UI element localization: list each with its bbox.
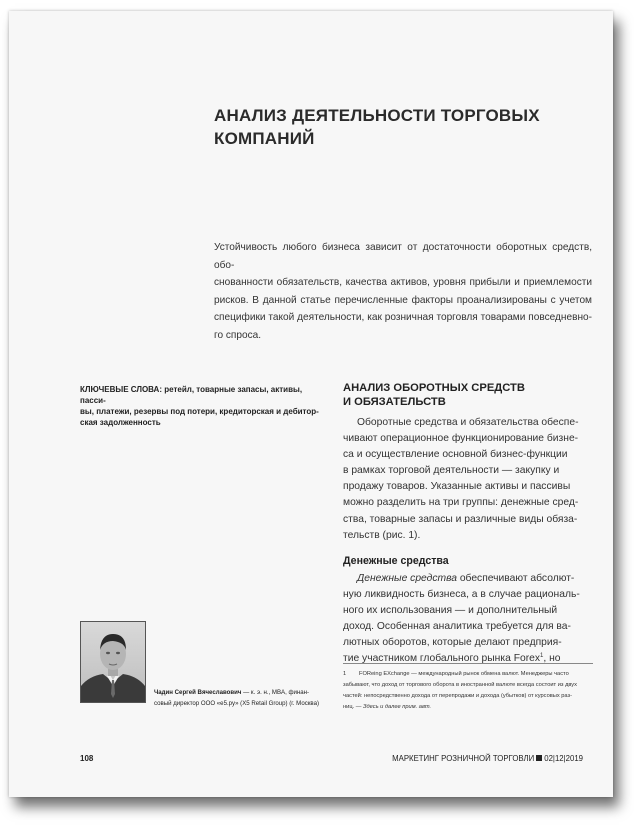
article-title-line: КОМПАНИЙ [214, 129, 315, 148]
author-bio-line [154, 687, 334, 698]
square-separator-icon [536, 755, 542, 761]
italic-term: Денежные средства [357, 573, 457, 584]
footnote-note: Здесь и далее прим. авт. [363, 704, 432, 710]
author-photo [80, 621, 146, 703]
body-line: можно разделить на три группы: денежные сред- [343, 497, 579, 509]
issue-number: 02|12|2019 [544, 754, 583, 763]
body-line: продажу товаров. Указанные активы и пассивы [343, 481, 571, 493]
body-line: доход. Особенная аналитика требуется для ва- [343, 621, 571, 633]
article-title-line: АНАЛИЗ ДЕЯТЕЛЬНОСТИ ТОРГОВЫХ [214, 106, 540, 125]
body-line [343, 571, 593, 587]
body-text: тие участником глобального рынка Forex [343, 653, 541, 665]
footnote-number: 1 [343, 671, 347, 677]
author-name: Чадин Сергей Вячеславович [154, 689, 242, 696]
running-footer [392, 754, 583, 763]
footnote-line: FOReing EXchange — международный рынок обмена валют. Менеджеры часто [359, 671, 569, 677]
page-number: 108 [80, 754, 94, 763]
lead-line: снованности обязательств, качества активов, уровня прибыли и приемлемости [214, 277, 592, 289]
keywords-block [80, 384, 320, 428]
author-bio [154, 687, 334, 709]
article-title [214, 104, 554, 150]
body-line: ства, товарные запасы и различные виды обяза- [343, 513, 578, 525]
footnote-reference: 1 [540, 653, 544, 660]
journal-name: МАРКЕТИНГ РОЗНИЧНОЙ ТОРГОВЛИ [392, 754, 535, 763]
author-portrait-image [81, 622, 145, 702]
magazine-page [9, 11, 613, 797]
footnote-text: ниц. — [343, 704, 364, 710]
subsection-heading: Денежные средства [343, 555, 449, 567]
keywords-line: вы, платежи, резервы под потери, кредиторская и дебитор- [80, 407, 319, 416]
footnote [343, 669, 593, 713]
body-line: са и осуществление основной бизнес-функции [343, 449, 568, 461]
keywords-text: ретейл, товарные запасы, активы, пасси- [80, 385, 303, 405]
author-bio-line: совый директор ООО «e5.ру» (X5 Retail Group) (г. Москва) [154, 700, 320, 707]
body-line: ную ликвидность бизнеса, а в случае рациональ- [343, 589, 580, 601]
footnote-line: забывают, что доход от торгового оборота в иностранной валюте всегда состоит из двух [343, 682, 577, 688]
body-text: , но [543, 653, 561, 665]
footnote-line [343, 702, 593, 713]
lead-line: специфики такой деятельности, как розничная торговля товарами повседневно- [214, 312, 592, 324]
lead-line: Устойчивость любого бизнеса зависит от достаточности оборотных средств, обо- [214, 242, 592, 271]
section-paragraph-1 [343, 415, 593, 544]
keywords-line: ская задолженность [80, 418, 161, 427]
body-line: Оборотные средства и обязательства обеспе- [357, 417, 579, 428]
article-lead [214, 239, 592, 345]
body-line: ного их использования — и дополнительный [343, 605, 558, 617]
lead-line: го спроса. [214, 329, 262, 341]
footnote-divider [343, 663, 593, 664]
section-heading [343, 381, 593, 409]
body-line [343, 651, 593, 667]
body-text: обеспечивают абсолют- [456, 573, 575, 584]
section-heading-line: И ОБЯЗАТЕЛЬСТВ [343, 396, 446, 408]
author-details: — к. э. н., MBA, финан- [241, 689, 310, 696]
section-paragraph-2 [343, 571, 593, 668]
keywords-label: КЛЮЧЕВЫЕ СЛОВА: [80, 385, 162, 394]
section-heading-line: АНАЛИЗ ОБОРОТНЫХ СРЕДСТВ [343, 382, 525, 394]
footnote-line: частей: непосредственно дохода от перепродажи и дохода (убытков) от курсовых раз- [343, 693, 573, 699]
body-line: тельств (рис. 1). [343, 529, 421, 541]
lead-line: рисков. В данной статье перечисленные факторы проанализированы с учетом [214, 294, 592, 306]
body-line: лютных оборотов, которые делают предприя- [343, 637, 562, 649]
body-line: в рамках торговой деятельности — закупку и [343, 465, 560, 477]
keywords-line [80, 384, 320, 406]
body-line: чивают операционное функционирование бизне- [343, 433, 579, 445]
